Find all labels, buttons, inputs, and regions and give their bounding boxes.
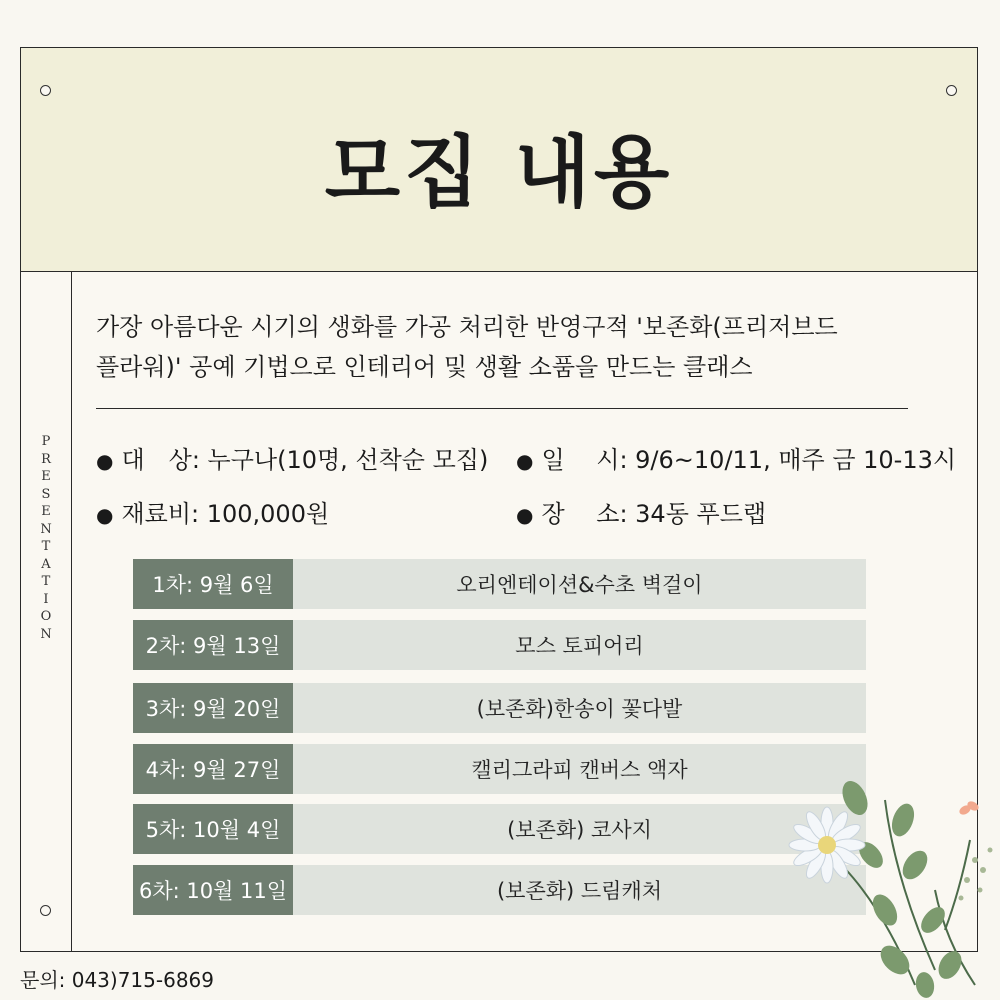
- schedule-session: 3차: 9월 20일: [133, 683, 293, 733]
- sidebar-vertical-label: [35, 433, 57, 643]
- vertical-label-letter: P: [41, 434, 51, 449]
- vertical-label-letter: I: [43, 591, 49, 607]
- info-target: [96, 440, 488, 475]
- binder-hole-icon: [40, 905, 51, 916]
- vertical-label-letter: O: [40, 609, 52, 624]
- binder-hole-icon: [40, 85, 51, 96]
- flower-decoration-icon: [785, 770, 1000, 1000]
- schedule-session: 5차: 10월 4일: [133, 804, 293, 854]
- schedule-row: [133, 683, 866, 733]
- bullet-icon: ●: [96, 503, 114, 527]
- schedule-class: (보존화)한송이 꽃다발: [293, 683, 866, 733]
- schedule-session: 1차: 9월 6일: [133, 559, 293, 609]
- vertical-label-letter: T: [41, 539, 51, 554]
- vertical-label-letter: R: [41, 451, 51, 467]
- schedule-class: (보존화) 드림캐처: [293, 865, 866, 915]
- vertical-label-letter: N: [40, 626, 52, 642]
- info-target-text: 대 상: 누구나(10명, 선착순 모집): [121, 446, 489, 474]
- bullet-icon: ●: [516, 503, 534, 527]
- vertical-label-letter: S: [41, 486, 51, 502]
- info-datetime-text: 일 시: 9/6~10/11, 매주 금 10-13시: [541, 446, 957, 474]
- divider: [96, 408, 908, 409]
- binder-hole-icon: [946, 85, 957, 96]
- page-title: 모집 내용: [324, 128, 674, 218]
- description-line: 가장 아름다운 시기의 생화를 가공 처리한 반영구적 '보존화(프리저브드: [96, 313, 838, 341]
- vertical-label-letter: E: [41, 469, 51, 484]
- schedule-row: [133, 559, 866, 609]
- schedule-class: 모스 토피어리: [293, 620, 866, 670]
- vertical-label-letter: N: [40, 521, 52, 537]
- schedule-session: 6차: 10월 11일: [133, 865, 293, 915]
- schedule-class: 캘리그라피 캔버스 액자: [293, 744, 866, 794]
- vertical-label-letter: E: [41, 504, 51, 519]
- info-place-text: 장 소: 34동 푸드랩: [541, 500, 767, 528]
- schedule-row: [133, 804, 866, 854]
- info-fee-text: 재료비: 100,000원: [121, 500, 330, 528]
- schedule-class: 오리엔테이션&수초 벽걸이: [293, 559, 866, 609]
- schedule-session: 4차: 9월 27일: [133, 744, 293, 794]
- bullet-icon: ●: [96, 449, 114, 473]
- info-place: [516, 494, 766, 529]
- sidebar-divider: [71, 272, 72, 951]
- bullet-icon: ●: [516, 449, 534, 473]
- schedule-row: [133, 620, 866, 670]
- schedule-row: [133, 865, 866, 915]
- info-datetime: [516, 440, 956, 475]
- info-fee: [96, 494, 329, 529]
- schedule-session: 2차: 9월 13일: [133, 620, 293, 670]
- header-panel: [21, 48, 977, 272]
- class-description: [96, 307, 926, 387]
- vertical-label-letter: A: [41, 556, 51, 572]
- vertical-label-letter: T: [41, 574, 51, 589]
- schedule-row: [133, 744, 866, 794]
- description-line: 플라워)' 공예 기법으로 인테리어 및 생활 소품을 만드는 클래스: [96, 353, 753, 381]
- contact-info: 문의: 043)715-6869: [20, 968, 215, 992]
- schedule-class: (보존화) 코사지: [293, 804, 866, 854]
